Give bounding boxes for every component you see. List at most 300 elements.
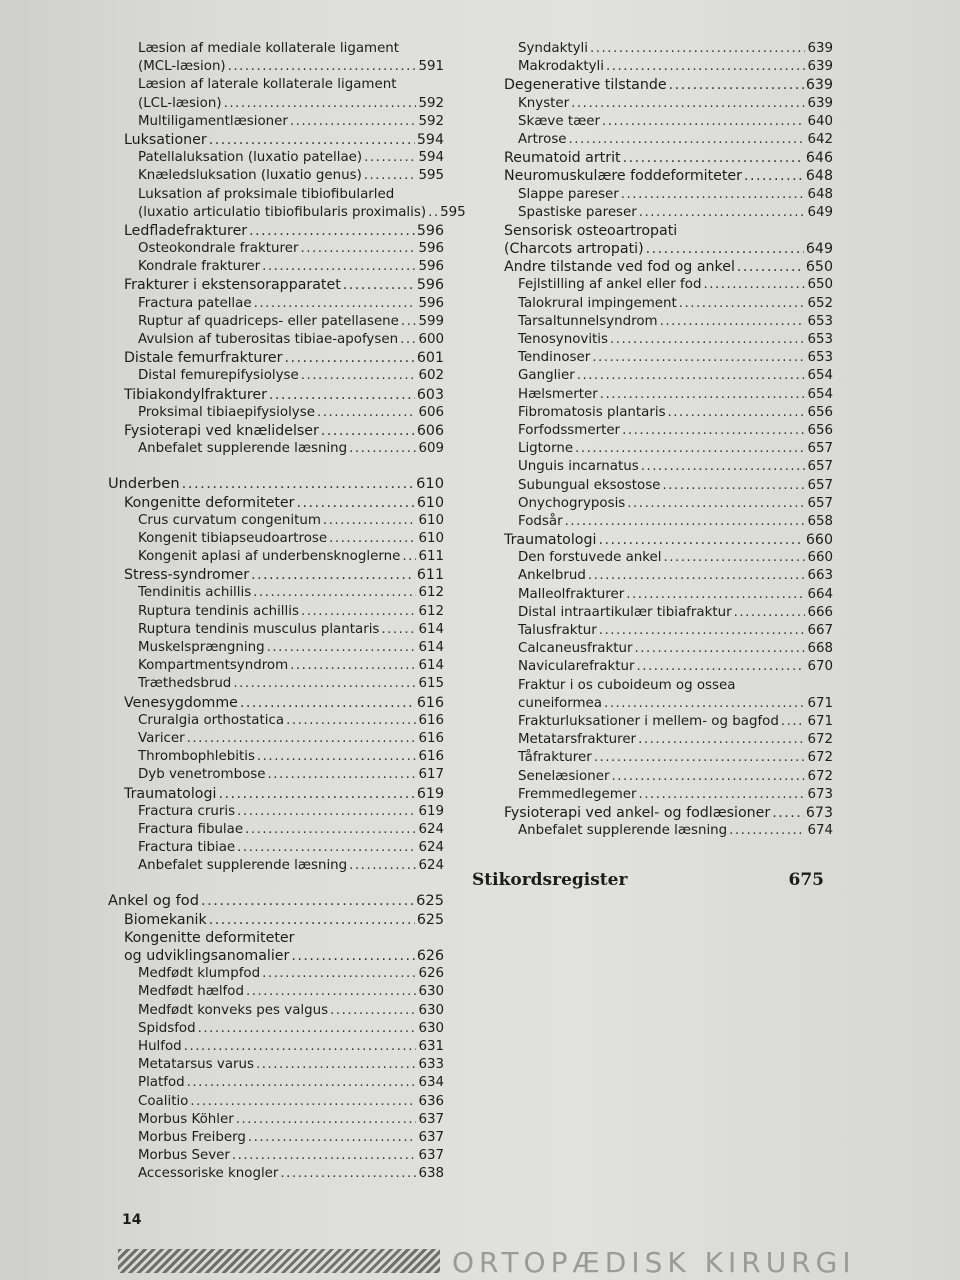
toc-entry-title: Ledfladefrakturer: [124, 222, 248, 239]
toc-entry: [108, 404, 444, 422]
dot-leader: [669, 76, 804, 94]
toc-entry-page: 612: [418, 603, 444, 619]
toc-entry-title: Crus curvatum congenitum: [138, 512, 321, 528]
toc-entry-page: 592: [418, 113, 444, 129]
toc-entry-title: Tendinoser: [518, 350, 591, 366]
toc-entry: [108, 566, 444, 584]
toc-entry: [108, 892, 444, 910]
dot-leader: [301, 367, 417, 385]
dot-leader: [402, 548, 416, 566]
dot-leader: [224, 95, 417, 113]
dot-leader: [317, 404, 417, 422]
dot-leader: [184, 1038, 417, 1056]
toc-entry: [108, 621, 444, 639]
toc-entry-title: Metatarsus varus: [138, 1057, 255, 1073]
dot-leader: [772, 804, 804, 822]
toc-entry-title: Anbefalet supplerende læsning: [518, 823, 728, 839]
dot-leader: [290, 113, 417, 131]
toc-entry: [498, 786, 833, 804]
toc-entry-page: 595: [418, 168, 444, 184]
toc-entry-page: 639: [807, 59, 833, 75]
toc-entry-title: Kongenit aplasi af underbensknoglerne: [138, 549, 401, 565]
dot-leader: [232, 1147, 417, 1165]
dot-leader: [296, 494, 414, 512]
toc-entry: [498, 768, 833, 786]
toc-entry-title: Medfødt klumpfod: [138, 966, 261, 982]
dot-leader: [428, 204, 438, 222]
dot-leader: [744, 167, 804, 185]
dot-leader: [588, 567, 806, 585]
toc-entry-title: Tåfrakturer: [518, 750, 592, 766]
toc-entry: [498, 567, 833, 585]
toc-entry-title: Tibiakondylfrakturer: [124, 386, 267, 403]
toc-entry: [498, 822, 833, 840]
toc-entry-title: Fractura fibulae: [138, 821, 244, 837]
toc-entry-title: Læsion af mediale kollaterale ligament: [138, 41, 400, 56]
toc-entry-title: Knæledsluksation (luxatio genus): [138, 168, 362, 184]
dot-leader: [662, 477, 805, 495]
toc-entry-page: 642: [807, 131, 833, 147]
toc-entry-page: 674: [807, 823, 833, 839]
dot-leader: [600, 386, 806, 404]
toc-entry: [108, 675, 444, 693]
toc-entry: [498, 640, 833, 658]
toc-entry-title: Reumatoid artrit: [504, 150, 621, 167]
toc-entry: [108, 204, 466, 222]
toc-entry-page: 596: [416, 277, 444, 294]
toc-entry: [498, 531, 833, 549]
toc-entry-title: Fejlstilling af ankel eller fod: [518, 277, 702, 293]
toc-entry-page: 650: [807, 277, 833, 293]
toc-entry-title: Kongenit tibiapseudoartrose: [138, 530, 328, 546]
toc-entry-page: 670: [807, 659, 833, 675]
toc-entry-title: Kongenitte deformiteter: [124, 494, 295, 511]
dot-leader: [300, 240, 416, 258]
toc-entry-page: 616: [418, 749, 444, 765]
toc-entry: [498, 622, 833, 640]
toc-entry-page: 650: [805, 259, 833, 276]
dot-leader: [610, 331, 805, 349]
dot-leader: [627, 495, 805, 513]
toc-entry-page: 614: [418, 621, 444, 637]
toc-entry-page: 658: [807, 513, 833, 529]
toc-entry-title: Spidsfod: [138, 1020, 196, 1036]
toc-entry-title: (LCL-læsion): [138, 95, 222, 111]
dot-leader: [634, 640, 805, 658]
toc-entry: [108, 730, 444, 748]
toc-entry-title: Ankelbrud: [518, 568, 586, 584]
toc-entry-title: Tendinitis achillis: [138, 585, 252, 601]
toc-entry-page: 631: [418, 1038, 444, 1054]
toc-entry: [108, 367, 444, 385]
dot-leader: [590, 40, 805, 58]
dot-leader: [233, 675, 416, 693]
toc-entry-page: 656: [807, 422, 833, 438]
toc-entry: [108, 983, 444, 1001]
toc-entry: [108, 965, 444, 983]
toc-entry: [498, 495, 833, 513]
dot-leader: [190, 1093, 416, 1111]
toc-entry-title: og udviklingsanomalier: [124, 948, 290, 964]
toc-entry: [108, 240, 444, 258]
toc-entry-page: 640: [807, 113, 833, 129]
toc-entry-title: Morbus Freiberg: [138, 1129, 246, 1145]
dot-leader: [198, 1020, 417, 1038]
toc-entry-title: Biomekanik: [124, 911, 207, 928]
dot-leader: [187, 1074, 417, 1092]
toc-entry-page: 672: [807, 750, 833, 766]
dot-leader: [664, 549, 806, 567]
toc-entry-title: Unguis incarnatus: [518, 459, 639, 475]
toc-entry-title: Ruptura tendinis musculus plantaris: [138, 621, 380, 637]
toc-entry-page: 626: [418, 966, 444, 982]
toc-entry: [108, 222, 444, 240]
toc-entry-page: 672: [807, 732, 833, 748]
toc-entry-title: Stress-syndromer: [124, 567, 250, 584]
toc-entry: [108, 657, 444, 675]
toc-entry-page: 637: [418, 1148, 444, 1164]
toc-entry-title: Underben: [108, 475, 180, 493]
toc-entry: [498, 295, 833, 313]
toc-entry-title: Avulsion af tuberositas tibiae-apofysen: [138, 332, 399, 347]
section-gap: [108, 458, 444, 475]
toc-entry-title: Kongenitte deformiteter: [124, 929, 295, 946]
toc-entry: [498, 40, 833, 58]
dot-leader: [646, 240, 804, 258]
toc-entry-title: Morbus Sever: [138, 1148, 230, 1164]
toc-entry-page: 648: [807, 186, 833, 202]
toc-entry-page: 617: [418, 767, 444, 783]
toc-entry: [108, 1093, 444, 1111]
toc-entry-title: Dyb venetrombose: [138, 767, 266, 783]
dot-leader: [577, 367, 806, 385]
dot-leader: [639, 786, 806, 804]
toc-entry: [498, 276, 833, 294]
toc-entry-title: Osteokondrale frakturer: [138, 241, 299, 257]
toc-entry: [498, 58, 833, 76]
toc-entry: [108, 712, 444, 730]
toc-entry: [108, 1038, 444, 1056]
toc-entry-page: 596: [418, 241, 444, 257]
toc-entry: [108, 58, 444, 76]
dot-leader: [245, 821, 416, 839]
dot-leader: [236, 1111, 417, 1129]
toc-entry-page: 610: [416, 494, 444, 511]
toc-entry-page: 646: [805, 150, 833, 167]
dot-leader: [349, 440, 416, 458]
toc-entry-title: Talusfraktur: [518, 623, 597, 638]
dot-leader: [638, 731, 805, 749]
dot-leader: [253, 584, 416, 602]
toc-entry-page: 653: [807, 313, 833, 329]
toc-entry-title: (luxatio articulatio tibiofibularis proximalis): [138, 204, 427, 220]
toc-entry: [108, 95, 444, 113]
toc-entry-page: 660: [805, 532, 833, 549]
toc-entry-title: Luksation af proksimale tibiofibularled: [138, 186, 395, 202]
dot-leader: [262, 965, 416, 983]
toc-entry-page: 614: [418, 658, 444, 674]
toc-entry-page: 639: [807, 95, 833, 111]
toc-entry-title: Metatarsfrakturer: [518, 732, 637, 748]
footer-book-title: ORTOPÆDISK KIRURGI: [452, 1246, 856, 1279]
toc-entry: [108, 512, 444, 530]
toc-entry-page: 619: [418, 803, 444, 819]
dot-leader: [291, 947, 415, 965]
toc-entry-title: Ligtorne: [518, 441, 574, 457]
dot-leader: [729, 822, 805, 840]
toc-entry-page: 656: [807, 404, 833, 420]
toc-entry: [108, 785, 444, 803]
toc-entry-title: Fractura tibiae: [138, 840, 236, 856]
toc-entry-page: 611: [416, 567, 444, 584]
dot-leader: [594, 749, 806, 767]
toc-entry-page: 639: [805, 77, 833, 94]
toc-entry: [108, 313, 444, 331]
dot-leader: [611, 768, 805, 786]
toc-entry-page: 649: [807, 204, 833, 220]
toc-entry: [498, 95, 833, 113]
dot-leader: [262, 258, 416, 276]
toc-entry-page: 616: [418, 730, 444, 746]
toc-entry-title: Anbefalet supplerende læsning: [138, 441, 348, 457]
dot-leader: [330, 1002, 416, 1020]
toc-entry-title: Traumatologi: [504, 532, 597, 549]
toc-entry: [108, 803, 444, 821]
toc-entry-page: 673: [805, 804, 833, 821]
dot-leader: [201, 892, 414, 910]
toc-entry-title: Fremmedlegemer: [518, 786, 637, 802]
toc-entry-page: 609: [418, 441, 444, 457]
toc-entry-page: 652: [807, 295, 833, 311]
toc-entry: [498, 804, 833, 822]
toc-entry: [108, 947, 444, 965]
toc-entry-page: 600: [418, 332, 444, 347]
toc-entry-title: Degenerative tilstande: [504, 77, 667, 94]
dot-leader: [626, 586, 805, 604]
toc-entry: [498, 404, 833, 422]
dot-leader: [599, 622, 806, 640]
toc-entry: [108, 258, 444, 276]
footer-hatched-bar: [118, 1249, 440, 1273]
dot-leader: [267, 639, 417, 657]
toc-entry-title: Fysioterapi ved knælidelser: [124, 422, 319, 439]
dot-leader: [381, 621, 416, 639]
toc-entry-title: Skæve tæer: [518, 113, 600, 129]
toc-entry-page: 610: [418, 530, 444, 546]
toc-entry: [108, 694, 444, 712]
dot-leader: [569, 131, 806, 149]
dot-leader: [592, 349, 805, 367]
toc-entry: [498, 131, 833, 149]
dot-leader: [364, 149, 416, 167]
toc-entry-title: Traumatologi: [124, 785, 217, 802]
toc-entry: [498, 113, 833, 131]
toc-entry-page: 603: [416, 386, 444, 403]
dot-leader: [257, 748, 417, 766]
dot-leader: [268, 766, 417, 784]
toc-entry: [108, 1165, 444, 1183]
toc-entry-title: Cruralgia orthostatica: [138, 712, 285, 728]
toc-entry-title: Frakturluksationer i mellem- og bagfod: [518, 713, 779, 729]
toc-entry-page: 625: [416, 892, 444, 910]
toc-entry: [498, 513, 833, 531]
toc-entry: [498, 440, 833, 458]
toc-entry-page: 624: [418, 858, 444, 874]
toc-entry-page: 595: [440, 204, 466, 220]
dot-leader: [218, 785, 414, 803]
toc-entry: [108, 1056, 444, 1074]
toc-entry: [108, 113, 444, 131]
toc-entry-page: 624: [418, 821, 444, 837]
dot-leader: [321, 422, 415, 440]
dot-leader: [565, 513, 806, 531]
toc-entry: [498, 167, 833, 185]
toc-entry-page: 673: [807, 786, 833, 802]
toc-entry-page: 664: [807, 586, 833, 602]
toc-entry-title: Artrose: [518, 131, 567, 147]
toc-entry: [498, 749, 833, 767]
dot-leader: [668, 404, 806, 422]
toc-entry-title: Muskelsprængning: [138, 640, 265, 655]
toc-entry: [108, 857, 444, 875]
dot-leader: [737, 258, 804, 276]
dot-leader: [323, 512, 417, 530]
dot-leader: [182, 475, 414, 493]
toc-entry-title: Coalitio: [138, 1093, 189, 1109]
toc-entry: [108, 349, 444, 367]
toc-entry-title: Ruptur af quadriceps- eller patellasene: [138, 313, 399, 329]
toc-entry-title: Fodsår: [518, 513, 563, 529]
toc-entry-page: 592: [418, 95, 444, 111]
toc-entry: [498, 367, 833, 385]
toc-entry: [108, 530, 444, 548]
toc-entry-title: Andre tilstande ved fod og ankel: [504, 259, 735, 276]
toc-entry: [108, 1074, 444, 1092]
dot-leader: [301, 603, 416, 621]
dot-leader: [598, 531, 803, 549]
toc-entry-page: 660: [807, 550, 833, 566]
toc-entry-page: 612: [418, 585, 444, 601]
toc-entry-title: Senelæsioner: [518, 768, 610, 784]
toc-entry-title: Accessoriske knogler: [138, 1166, 279, 1182]
dot-leader: [256, 1056, 416, 1074]
toc-entry: [498, 458, 833, 476]
toc-entry: [108, 422, 444, 440]
toc-entry-page: 649: [805, 241, 833, 258]
toc-entry-page: 671: [807, 713, 833, 729]
toc-entry-page: 611: [418, 549, 444, 565]
toc-entry-title: Platfod: [138, 1075, 185, 1091]
toc-entry-page: 594: [418, 150, 444, 166]
dot-leader: [248, 1129, 417, 1147]
toc-entry-page: 638: [418, 1166, 444, 1182]
toc-entry-title: Ankel og fod: [108, 892, 199, 910]
toc-entry: [108, 131, 444, 149]
toc-entry: [108, 911, 444, 929]
toc-entry: [498, 549, 833, 567]
toc-entry-page: 615: [418, 676, 444, 692]
dot-leader: [290, 657, 416, 675]
toc-entry-title: (Charcots artropati): [504, 241, 644, 258]
toc-entry-title: Hælsmerter: [518, 386, 598, 402]
toc-entry-page: 630: [418, 1002, 444, 1018]
toc-entry-title: Sensorisk osteoartropati: [504, 222, 678, 239]
toc-entry-title: Subungual eksostose: [518, 477, 661, 493]
toc-entry: [498, 695, 833, 713]
toc-entry: [108, 548, 444, 566]
toc-entry-page: 634: [418, 1075, 444, 1091]
toc-entry-page: 596: [416, 222, 444, 239]
toc-entry-page: 624: [418, 840, 444, 856]
toc-entry-title: Forfodssmerter: [518, 422, 621, 438]
toc-entry: [498, 658, 833, 676]
dot-leader: [622, 422, 805, 440]
toc-entry-page: 657: [807, 441, 833, 457]
toc-entry-title: Malleolfrakturer: [518, 586, 625, 602]
toc-entry-title: cuneiformea: [518, 695, 602, 711]
toc-entry-title: Navicularefraktur: [518, 659, 635, 675]
toc-entry: [108, 766, 444, 784]
toc-entry-page: 599: [418, 313, 444, 329]
toc-entry-title: Slappe pareser: [518, 186, 619, 202]
toc-entry-title: Talokrural impingement: [518, 295, 677, 311]
toc-entry-title: Makrodaktyli: [518, 59, 604, 75]
toc-entry-page: 653: [807, 332, 833, 347]
toc-entry: [498, 76, 833, 94]
toc-entry: [498, 240, 833, 258]
toc-entry: [498, 258, 833, 276]
toc-entry-title: Patellaluksation (luxatio patellae): [138, 150, 363, 166]
dot-leader: [641, 458, 806, 476]
toc-entry-page: 636: [418, 1093, 444, 1109]
toc-entry-title: Distal intraartikulær tibiafraktur: [518, 604, 732, 620]
dot-leader: [187, 730, 417, 748]
dot-leader: [604, 695, 805, 713]
toc-entry-title: Kondrale frakturer: [138, 259, 261, 275]
toc-entry-title: Multiligamentlæsioner: [138, 113, 288, 129]
toc-entry-page: 639: [807, 41, 833, 56]
toc-entry-page: 637: [418, 1129, 444, 1145]
toc-entry: [108, 1129, 444, 1147]
toc-entry-page: 653: [807, 350, 833, 366]
dot-leader: [228, 58, 417, 76]
toc-entry-page: 663: [807, 568, 833, 584]
toc-entry-title: Luksationer: [124, 131, 207, 148]
toc-entry: [108, 748, 444, 766]
toc-entry-stikordsregister: [472, 870, 824, 890]
toc-entry-title: Neuromuskulære foddeformiteter: [504, 168, 742, 185]
toc-entry: [108, 475, 444, 493]
toc-entry: [498, 477, 833, 495]
dot-leader: [637, 658, 806, 676]
toc-entry: [108, 839, 444, 857]
toc-entry-page: 596: [418, 259, 444, 275]
dot-leader: [237, 839, 416, 857]
page-number: 14: [122, 1212, 142, 1228]
toc-entry-page: 626: [416, 948, 444, 964]
dot-leader: [237, 803, 416, 821]
toc-entry-page: 625: [416, 911, 444, 928]
toc-entry-page: 666: [807, 604, 833, 620]
toc-entry: [108, 1147, 444, 1165]
toc-entry-title: Calcaneusfraktur: [518, 641, 633, 657]
dot-leader: [249, 222, 415, 240]
dot-leader: [571, 95, 805, 113]
toc-entry-page: 594: [416, 131, 444, 148]
toc-entry: [498, 731, 833, 749]
toc-entry-page: 602: [418, 368, 444, 384]
toc-entry-title: Den forstuvede ankel: [518, 550, 662, 566]
